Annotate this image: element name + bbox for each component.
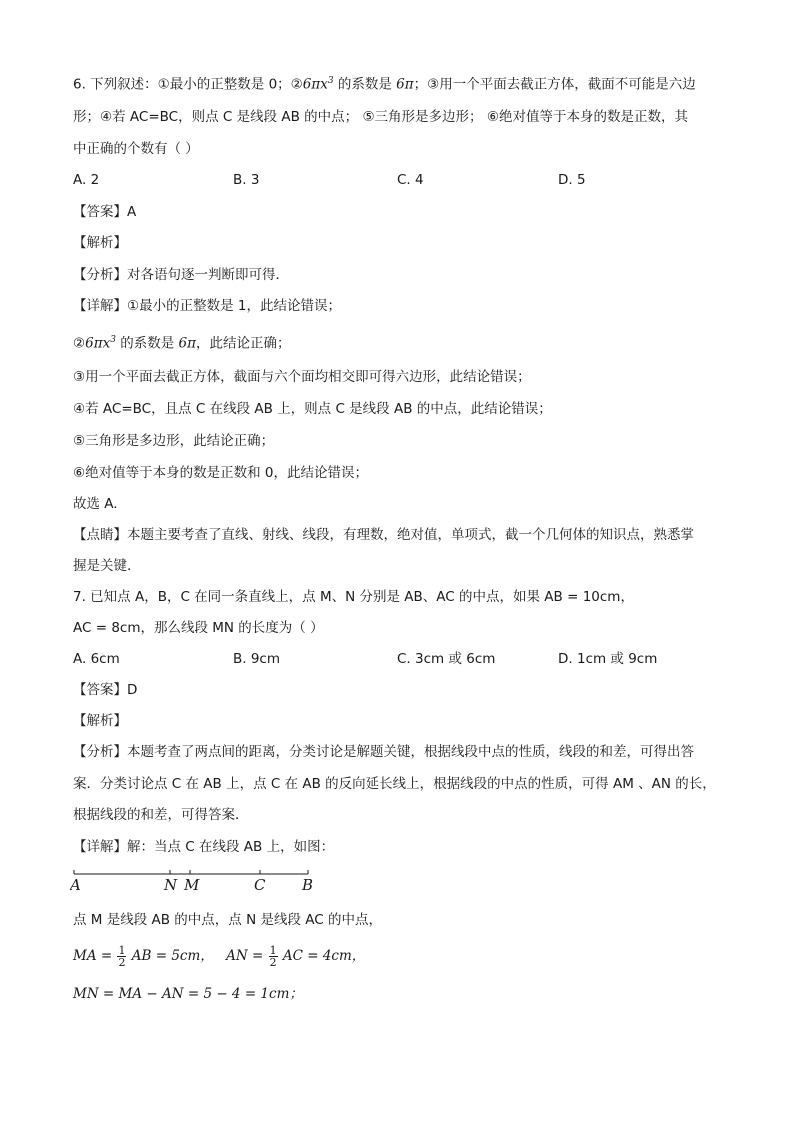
q6-analysis-heading: 【解析】	[73, 235, 127, 251]
label-a: A	[70, 876, 81, 894]
q6-fenxi: 【分析】对各语句逐一判断即可得．	[73, 267, 289, 283]
q7-option-a: A. 6cm	[73, 651, 120, 667]
q6-detail-5: ⑤三角形是多边形，此结论正确；	[73, 433, 275, 449]
q7-detail-2: 点 M 是线段 AB 的中点，点 N 是线段 AC 的中点，	[73, 912, 382, 928]
q6-answer: 【答案】A	[73, 204, 137, 220]
q7-option-b: B. 9cm	[233, 651, 281, 667]
segment-diagram-svg	[70, 866, 320, 894]
q7-option-c: C. 3cm 或 6cm	[397, 651, 496, 667]
fraction-half: $\frac{1}{2}$	[118, 943, 126, 969]
label-n: N	[164, 876, 178, 894]
q6-detail-4: ④若 AC=BC，且点 C 在线段 AB 上，则点 C 是线段 AB 的中点，此结论错误；	[73, 401, 552, 417]
q7-line2: AC = 8cm，那么线段 MN 的长度为（ ）	[73, 620, 324, 636]
q6-detail-1: 【详解】①最小的正整数是 1，此结论错误；	[73, 298, 341, 314]
q6-detail-6: ⑥绝对值等于本身的数是正数和 0，此结论错误；	[73, 465, 368, 481]
q7-eq-2: MN = MA − AN = 5 − 4 = 1cm；	[73, 986, 303, 1002]
label-b: B	[302, 876, 314, 894]
q7-detail-1: 【详解】解：当点 C 在线段 AB 上，如图：	[73, 839, 335, 855]
q6-line1: 6. 下列叙述：①最小的正整数是 0；$②6\pi x^3$ 的系数是 6π；③用一个平面去截正方体，截面不可能是六边	[73, 76, 696, 93]
q6-option-a: A. 2	[73, 172, 100, 188]
q7-answer: 【答案】D	[73, 682, 138, 698]
q7-fenxi-3: 根据线段的和差，可得答案．	[73, 807, 249, 823]
fraction-half-2: $\frac{1}{2}$	[269, 943, 277, 969]
label-m: M	[184, 876, 200, 894]
q6-detail-3: ③用一个平面去截正方体，截面与六个面均相交即可得六边形，此结论错误；	[73, 369, 531, 385]
q6-line2: 形；④若 AC=BC，则点 C 是线段 AB 的中点； ⑤三角形是多边形； ⑥绝对值等于本身的数是正数，其	[73, 109, 688, 125]
q7-option-d: D. 1cm 或 9cm	[558, 651, 658, 667]
q7-eq-1: MA = $\frac{1}{2}$ AB = 5cm， AN = $\frac{1}{2}$ AC = 4cm，	[73, 943, 366, 969]
q6-option-d: D. 5	[558, 172, 586, 188]
q7-line1: 7. 已知点 A，B，C 在同一条直线上，点 M、N 分别是 AB、AC 的中点，如果 AB = 10cm，	[73, 589, 634, 605]
segment-diagram	[70, 866, 320, 894]
q6-dianjing-1: 【点睛】本题主要考查了直线、射线、线段，有理数，绝对值，单项式，截一个几何体的知识点，熟悉掌	[73, 527, 694, 543]
q6-choose: 故选 A.	[73, 496, 118, 512]
q6-dianjing-2: 握是关键.	[73, 558, 132, 574]
q6-option-b: B. 3	[233, 172, 260, 188]
q6-line3: 中正确的个数有（ ）	[73, 141, 199, 157]
q7-fenxi-2: 案．分类讨论点 C 在 AB 上，点 C 在 AB 的反向延长线上，根据线段的中点的性质，可得 AM 、AN 的长，	[73, 776, 716, 792]
q7-analysis-heading: 【解析】	[73, 713, 127, 729]
label-c: C	[254, 876, 266, 894]
q6-option-c: C. 4	[397, 172, 424, 188]
q7-fenxi-1: 【分析】本题考查了两点间的距离，分类讨论是解题关键，根据线段中点的性质，线段的和差，可得出答	[73, 744, 694, 760]
q6-detail-2: $②6\pi x^3$ 的系数是 6π，此结论正确；	[73, 335, 291, 352]
